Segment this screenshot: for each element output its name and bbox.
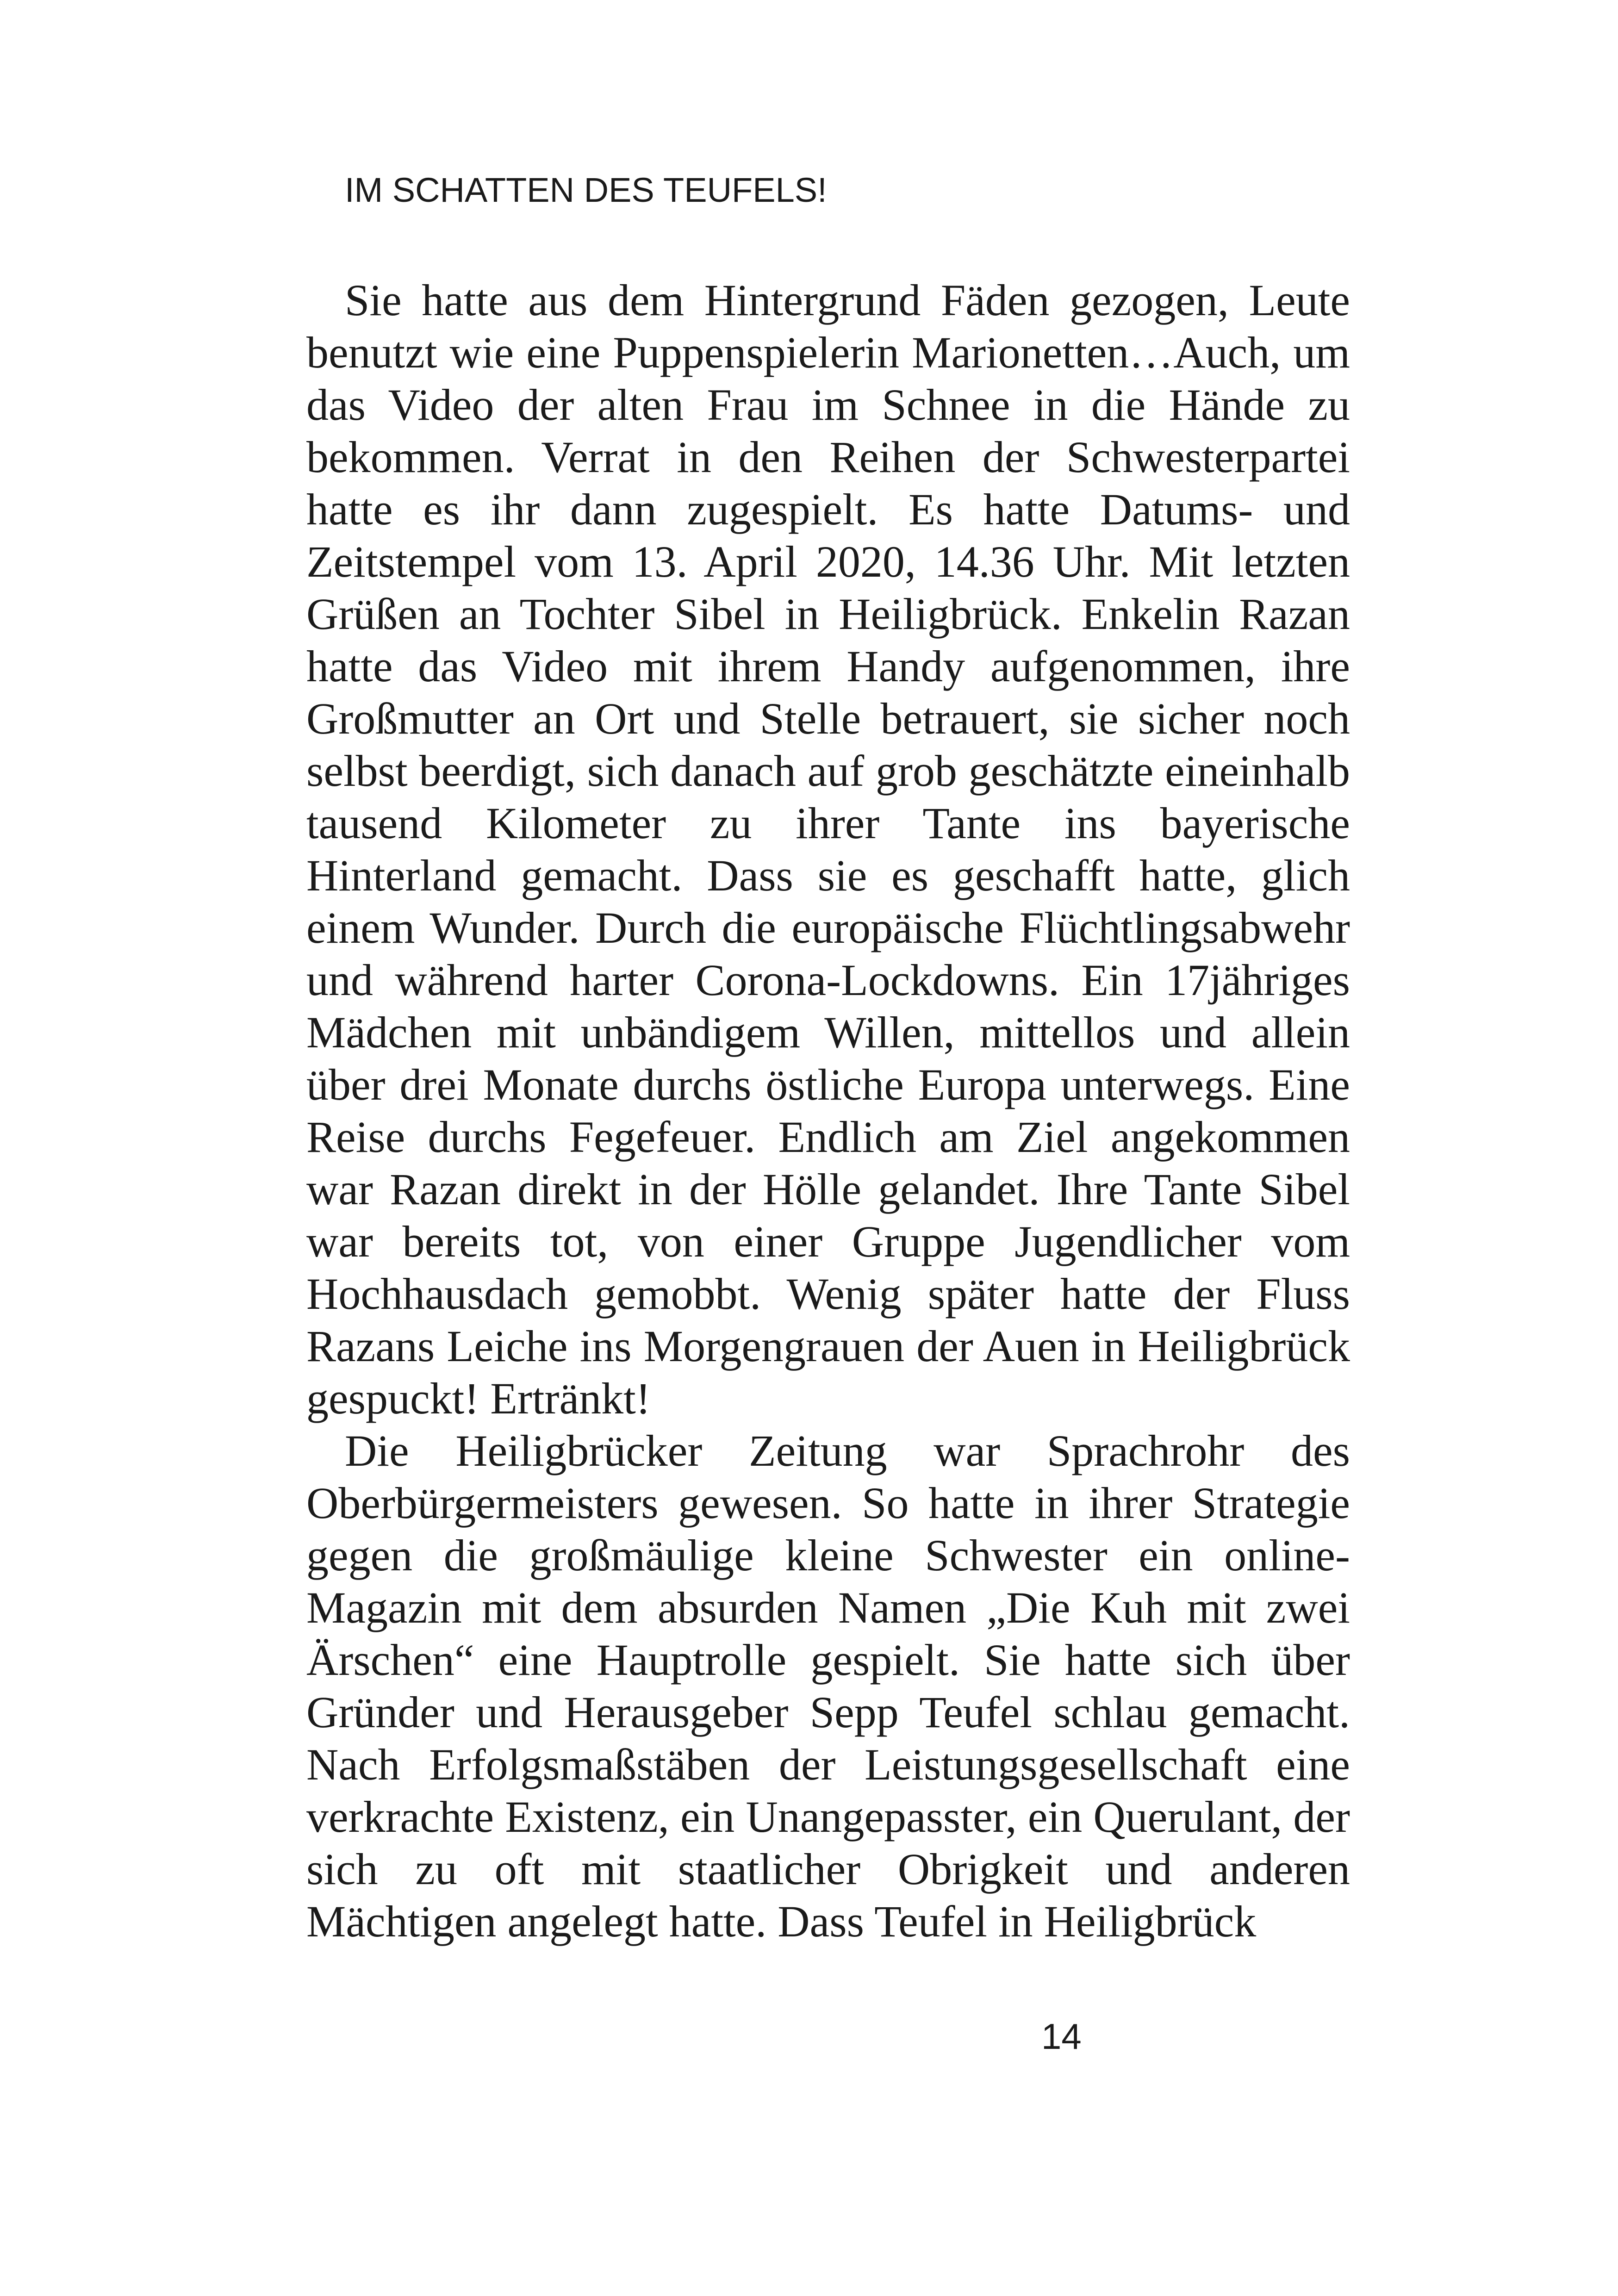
page-number: 14 (1041, 2016, 1082, 2057)
running-header-title: IM SCHATTEN DES TEUFELS! (345, 171, 827, 209)
paragraph-2: Die Heiligbrücker Zeitung war Sprachrohr des Oberbürgermeisters gewesen. So hatte in ihrer Strategie gegen die großmäulige kleine Schwester ein online-Magazin mit dem absurden Namen „Die Kuh mit zwei Ärschen“ eine Hauptrolle gespielt. Sie hatte sich über Gründer und Herausgeber Sepp Teufel schlau gemacht. Nach Erfolgsmaßstäben der Leistungsgesellschaft eine verkrachte Existenz, ein Unangepasster, ein Querulant, der sich zu oft mit staatlicher Obrigkeit und anderen Mächtigen angelegt hatte. Dass Teufel in Heiligbrück (306, 1426, 1350, 1946)
body-text (306, 274, 1350, 1948)
paragraph-1: Sie hatte aus dem Hintergrund Fäden gezogen, Leute benutzt wie eine Puppenspielerin Marionetten…Auch, um das Video der alten Frau im Schnee in die Hände zu bekommen. Verrat in den Reihen der Schwesterpartei hatte es ihr dann zugespielt. Es hatte Datums- und Zeitstempel vom 13. April 2020, 14.36 Uhr. Mit letzten Grüßen an Tochter Sibel in Heiligbrück. Enkelin Razan hatte das Video mit ihrem Handy aufgenommen, ihre Großmutter an Ort und Stelle betrauert, sie sicher noch selbst beerdigt, sich danach auf grob geschätzte eineinhalb tausend Kilometer zu ihrer Tante ins bayerische Hinterland gemacht. Dass sie es geschafft hatte, glich einem Wunder. Durch die europäische Flüchtlingsabwehr und während harter Corona-Lockdowns. Ein 17jähriges Mädchen mit unbändigem Willen, mittellos und allein über drei Monate durchs östliche Europa unterwegs. Eine Reise durchs Fegefeuer. Endlich am Ziel angekommen war Razan direkt in der Hölle gelandet. Ihre Tante Sibel war bereits tot, von einer Gruppe Jugendlicher vom Hochhausdach gemobbt. Wenig später hatte der Fluss Razans Leiche ins Morgengrauen der Auen in Heiligbrück gespuckt! Ertränkt! (306, 275, 1350, 1423)
